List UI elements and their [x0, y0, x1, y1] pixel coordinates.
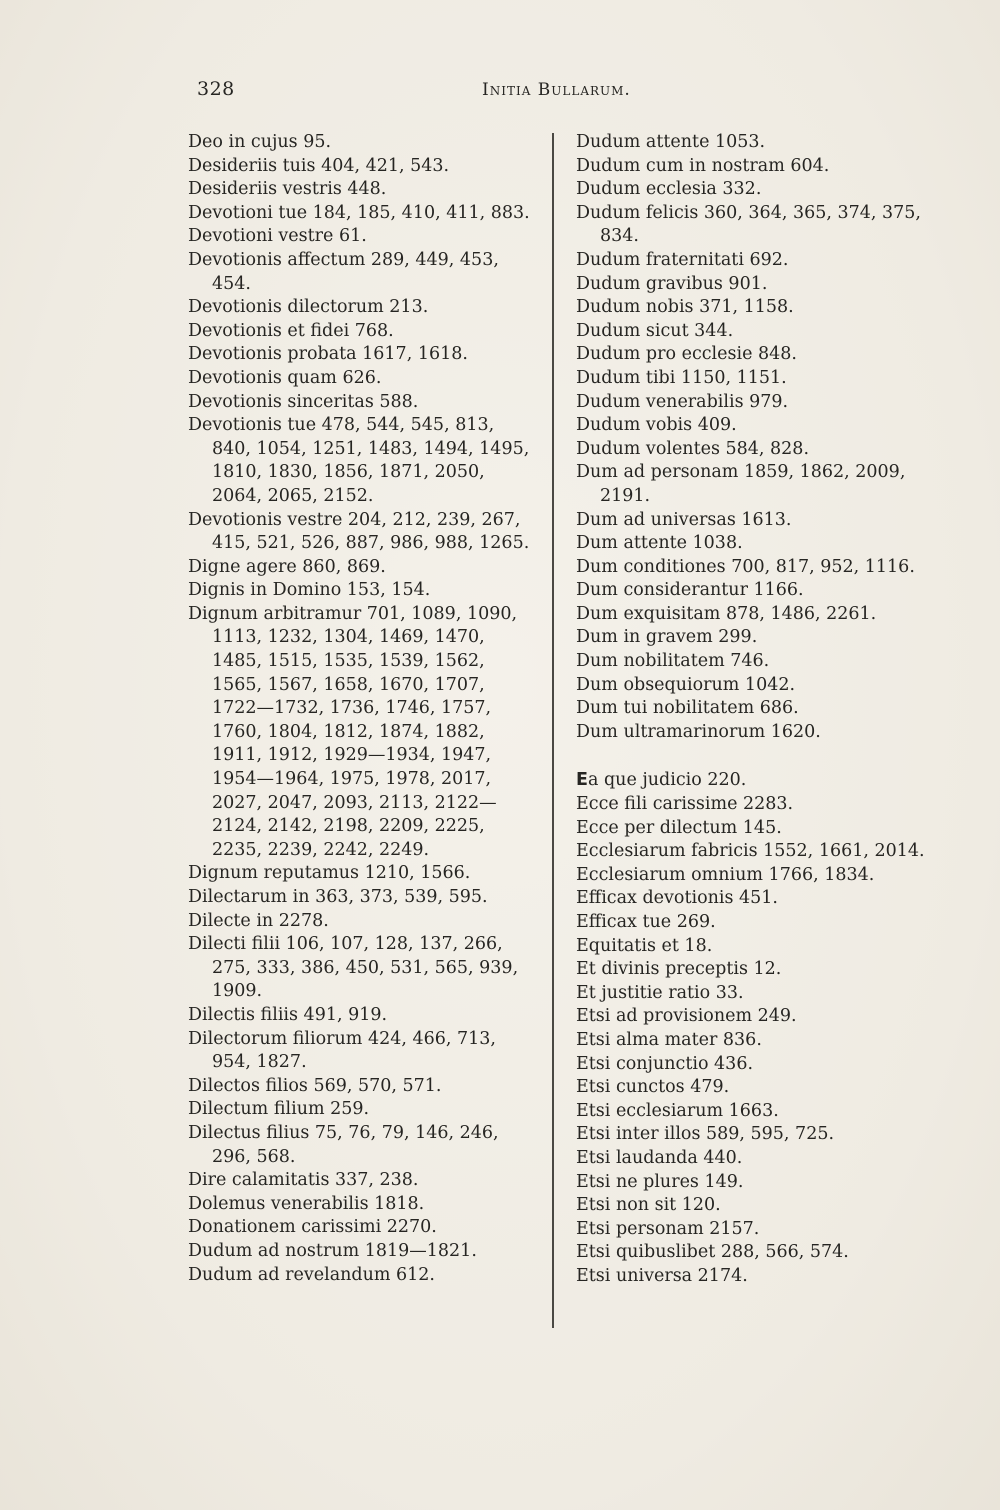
- index-entry: Devotionis et fidei 768.: [188, 320, 394, 341]
- index-entry: Dilectum filium 259.: [188, 1099, 370, 1120]
- index-entry: Etsi non sit 120.: [576, 1195, 721, 1216]
- index-entry: Devotionis probata 1617, 1618.: [188, 344, 468, 365]
- index-entry: Dignis in Domino 153, 154.: [188, 580, 431, 601]
- index-entry: Desideriis vestris 448.: [188, 179, 387, 200]
- index-entry: Deo in cujus 95.: [188, 132, 332, 152]
- index-entry: Devotionis tue 478, 544, 545, 813, 840, 1054, 1251, 1483, 1494, 1495, 1810, 1830, 1856, 1871, 2050, 2064, 2065, 2152.: [188, 415, 530, 506]
- index-entry: Dum conditiones 700, 817, 952, 1116.: [576, 556, 915, 577]
- index-entry: Dudum felicis 360, 364, 365, 374, 375, 834.: [576, 202, 921, 247]
- index-entry: Dudum nobis 371, 1158.: [576, 297, 794, 318]
- index-entry: Efficax devotionis 451.: [576, 888, 778, 909]
- index-entry: Ecce per dilectum 145.: [576, 817, 782, 838]
- index-entry: Etsi ecclesiarum 1663.: [576, 1100, 779, 1121]
- index-entry: Devotionis vestre 204, 212, 239, 267, 415, 521, 526, 887, 986, 988, 1265.: [188, 509, 530, 554]
- index-entry: Etsi personam 2157.: [576, 1218, 760, 1239]
- index-entry: Dudum sicut 344.: [576, 320, 734, 341]
- index-entry: Etsi laudanda 440.: [576, 1147, 743, 1168]
- index-entry: Dudum attente 1053.: [576, 132, 766, 152]
- index-entry: Dudum cum in nostram 604.: [576, 155, 830, 176]
- index-entry: Etsi conjunctio 436.: [576, 1053, 754, 1074]
- index-column-left: [188, 131, 533, 1287]
- running-head: Initia Bullarum.: [482, 80, 631, 100]
- index-entry: Devotionis affectum 289, 449, 453, 454.: [188, 249, 499, 294]
- index-entry: Devotionis dilectorum 213.: [188, 297, 429, 318]
- index-entry: Ecclesiarum fabricis 1552, 1661, 2014.: [576, 841, 925, 862]
- index-entry: Dum ad personam 1859, 1862, 2009, 2191.: [576, 462, 906, 506]
- index-entry: Etsi universa 2174.: [576, 1265, 748, 1286]
- index-entry: Dudum volentes 584, 828.: [576, 438, 810, 459]
- index-entry: Dilectorum filiorum 424, 466, 713, 954, 1827.: [188, 1028, 496, 1073]
- index-entry: Etsi quibuslibet 288, 566, 574.: [576, 1242, 849, 1263]
- index-entry: Dilecte in 2278.: [188, 910, 329, 931]
- index-entry: Dilecti filii 106, 107, 128, 137, 266, 275, 333, 386, 450, 531, 565, 939, 1909.: [188, 934, 519, 1002]
- page-number: 328: [197, 78, 235, 100]
- index-entry: Etsi inter illos 589, 595, 725.: [576, 1124, 835, 1145]
- index-entry: Dignum reputamus 1210, 1566.: [188, 863, 471, 884]
- index-entry: Devotioni tue 184, 185, 410, 411, 883.: [188, 202, 530, 223]
- index-entry: Dum ad universas 1613.: [576, 509, 792, 530]
- index-entry: Equitatis et 18.: [576, 935, 713, 956]
- index-entry: Dudum tibi 1150, 1151.: [576, 367, 787, 388]
- index-entry: Dudum ecclesia 332.: [576, 179, 762, 200]
- column-divider: [552, 133, 554, 1328]
- index-entry: Dum considerantur 1166.: [576, 580, 804, 601]
- index-entry: Devotioni vestre 61.: [188, 226, 367, 247]
- index-entry: Dudum ad nostrum 1819—1821.: [188, 1240, 477, 1261]
- index-entry: Etsi ne plures 149.: [576, 1171, 744, 1192]
- index-entry: Dudum gravibus 901.: [576, 273, 768, 294]
- index-entry: Devotionis sinceritas 588.: [188, 391, 419, 412]
- index-entry: Dum tui nobilitatem 686.: [576, 698, 799, 719]
- index-entry: Dudum pro ecclesie 848.: [576, 344, 797, 365]
- index-entry: Dum obsequiorum 1042.: [576, 674, 796, 695]
- index-entry: Ecce fili carissime 2283.: [576, 794, 794, 815]
- index-entry: Dum exquisitam 878, 1486, 2261.: [576, 603, 877, 624]
- index-entry: Ecclesiarum omnium 1766, 1834.: [576, 864, 875, 885]
- index-entry: Etsi alma mater 836.: [576, 1029, 762, 1050]
- index-entry: Etsi cunctos 479.: [576, 1077, 730, 1098]
- index-entry: Dudum ad revelandum 612.: [188, 1264, 435, 1285]
- index-entry: Efficax tue 269.: [576, 912, 716, 932]
- index-column-right: [576, 131, 936, 1289]
- index-entry: Dudum venerabilis 979.: [576, 391, 789, 412]
- index-entry: Devotionis quam 626.: [188, 367, 382, 388]
- index-entry: Dilectos filios 569, 570, 571.: [188, 1075, 442, 1096]
- index-entry: Desideriis tuis 404, 421, 543.: [188, 155, 450, 176]
- index-entry: Dum ultramarinorum 1620.: [576, 721, 821, 742]
- index-entry: Et divinis preceptis 12.: [576, 959, 782, 980]
- index-entry: Dum nobilitatem 746.: [576, 651, 770, 672]
- index-entry: Dilectus filius 75, 76, 79, 146, 246, 296, 568.: [188, 1122, 499, 1167]
- index-entry: Etsi ad provisionem 249.: [576, 1006, 797, 1027]
- index-entry: Dum attente 1038.: [576, 533, 743, 554]
- index-entry: Dudum vobis 409.: [576, 415, 737, 436]
- index-entry: Donationem carissimi 2270.: [188, 1217, 437, 1238]
- index-entry: Et justitie ratio 33.: [576, 982, 744, 1003]
- index-entry: Dum in gravem 299.: [576, 627, 758, 648]
- index-entry: Dudum fraternitati 692.: [576, 249, 789, 270]
- index-entry-section-start: Ea que judicio 220.: [576, 770, 747, 791]
- index-entry: Dilectarum in 363, 373, 539, 595.: [188, 887, 488, 907]
- index-entry: Dilectis filiis 491, 919.: [188, 1004, 388, 1025]
- index-entry: Dire calamitatis 337, 238.: [188, 1170, 419, 1191]
- index-entry: Dignum arbitramur 701, 1089, 1090, 1113, 1232, 1304, 1469, 1470, 1485, 1515, 1535, 1539, 1562, 1565, 1567, 1658, 1670, 1707, 1722—1732, 1736, 1746, 1757, 1760, 1804, 1812, 1874, 1882, 1911, 1912, 1929—1934, 1947, 1954—1964, 1975, 1978, 2017, 2027, 2047, 2093, 2113, 2122—2124, 2142, 2198, 2209, 2225, 2235, 2239, 2242, 2249.: [188, 603, 518, 860]
- index-entry: Dolemus venerabilis 1818.: [188, 1193, 425, 1214]
- index-entry: Digne agere 860, 869.: [188, 556, 386, 577]
